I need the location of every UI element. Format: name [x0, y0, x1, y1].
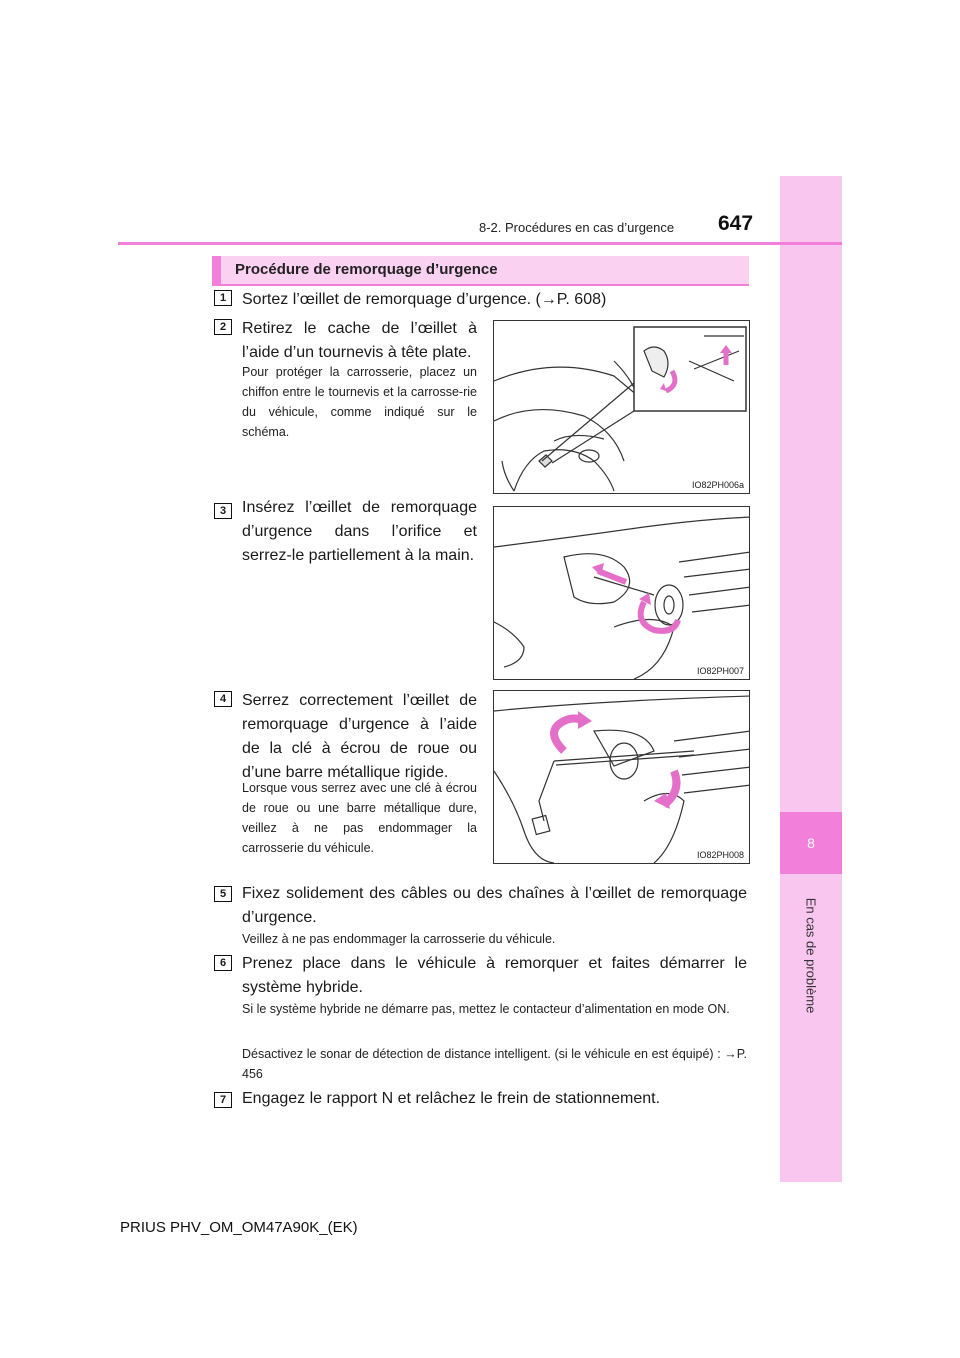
- section-title-rule: [212, 284, 749, 286]
- step-number-3: 3: [214, 503, 232, 519]
- step-6-note-2: Désactivez le sonar de détection de distance intelligent. (si le véhicule en est équipé) : →P. 456: [242, 1047, 747, 1081]
- document-footer: PRIUS PHV_OM_OM47A90K_(EK): [120, 1219, 358, 1236]
- step-3-text: Insérez l’œillet de remorquage d’urgence dans l’orifice et serrez-le partiellement à la main.: [242, 499, 477, 564]
- step-number-1: 1: [214, 290, 232, 306]
- step-7-text: Engagez le rapport N et relâchez le frein de stationnement.: [242, 1090, 661, 1107]
- step-4-text: Serrez correctement l’œillet de remorquage d’urgence à l’aide de la clé à écrou de roue ou d’une barre métallique rigide.: [242, 692, 477, 781]
- chapter-tab-strip: [780, 176, 842, 1182]
- figure-code-2: IO82PH007: [696, 666, 744, 676]
- step-5-note: Veillez à ne pas endommager la carrosserie du véhicule.: [242, 932, 556, 946]
- header-rule: [118, 242, 842, 245]
- step-5-text: Fixez solidement des câbles ou des chaînes à l’œillet de remorquage d’urgence.: [242, 885, 747, 926]
- tighten-eyelet-illustration: [494, 691, 750, 864]
- step-number-6: 6: [214, 955, 232, 971]
- figure-insert-eyelet: [493, 506, 750, 680]
- section-title: Procédure de remorquage d’urgence: [235, 261, 498, 278]
- figure-tighten-eyelet: [493, 690, 750, 864]
- step-number-5: 5: [214, 886, 232, 902]
- step-number-2: 2: [214, 319, 232, 335]
- step-6-text: Prenez place dans le véhicule à remorquer et faites démarrer le système hybride.: [242, 955, 747, 996]
- figure-remove-cover: [493, 320, 750, 494]
- section-title-bar: [212, 256, 749, 284]
- step-2-note: Pour protéger la carrosserie, placez un chiffon entre le tournevis et la carrosse-rie du véhicule, comme indiqué sur le schéma.: [242, 365, 477, 439]
- step-number-7: 7: [214, 1092, 232, 1108]
- figure-code-3: IO82PH008: [696, 850, 744, 860]
- chapter-label-tab: [780, 880, 842, 1030]
- insert-eyelet-illustration: [494, 507, 750, 680]
- section-reference: 8-2. Procédures en cas d’urgence: [479, 220, 675, 235]
- car-front-cover-illustration: [494, 321, 750, 494]
- step-number-4: 4: [214, 691, 232, 707]
- step-1-text: Sortez l’œillet de remorquage d’urgence. (→P. 608): [242, 291, 607, 308]
- step-6-note: Si le système hybride ne démarre pas, mettez le contacteur d’alimentation en mode ON.: [242, 1002, 730, 1016]
- step-4-note: Lorsque vous serrez avec une clé à écrou de roue ou une barre métallique dure, veillez à ne pas endommager la carrosserie du véhicule.: [242, 781, 477, 855]
- chapter-label: En cas de problème: [803, 897, 819, 1013]
- step-2-text: Retirez le cache de l’œillet à l’aide d’un tournevis à tête plate.: [242, 320, 477, 361]
- figure-code-1: IO82PH006a: [691, 480, 744, 490]
- page-number: 647: [718, 212, 754, 235]
- chapter-number-tab: 8: [780, 812, 842, 874]
